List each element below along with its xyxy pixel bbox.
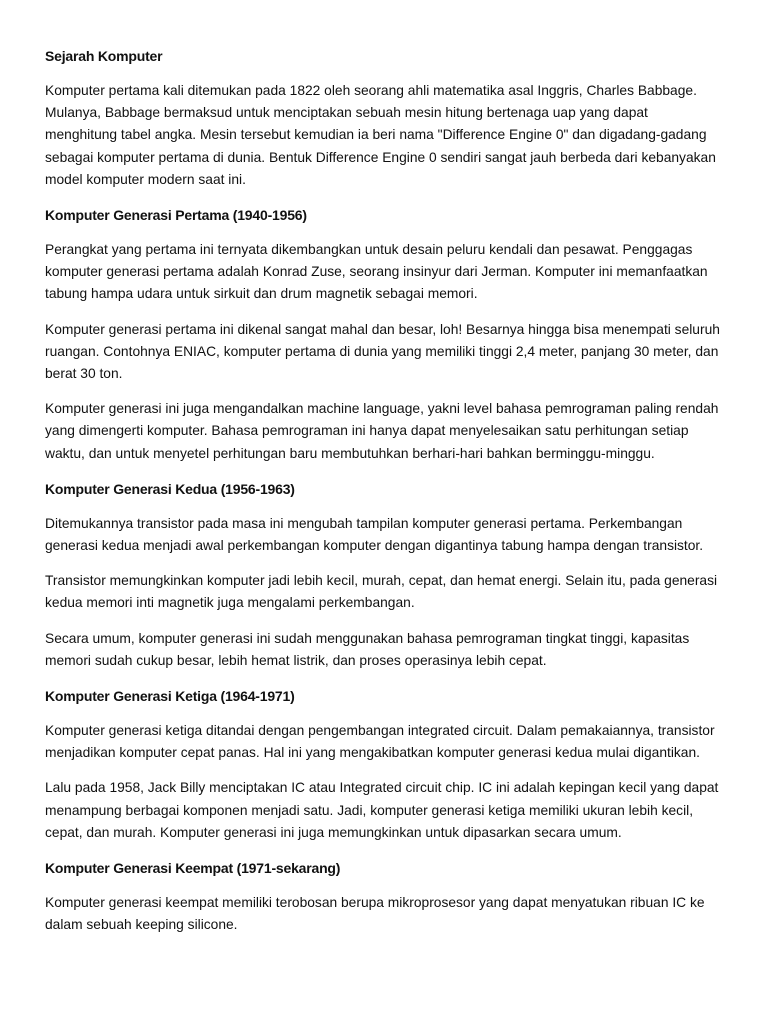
paragraph: Komputer generasi ketiga ditandai dengan pengembangan integrated circuit. Dalam pemakaiannya, transistor menjadikan komputer cepat panas. Hal ini yang mengakibatkan komputer generasi kedua mulai digantikan.	[45, 723, 715, 761]
paragraph: Ditemukannya transistor pada masa ini mengubah tampilan komputer generasi pertama. Perkembangan generasi kedua menjadi awal perkembangan komputer dengan digantinya tabung hampa dengan transistor.	[45, 515, 704, 554]
section-heading: Komputer Generasi Kedua (1956-1963)	[45, 480, 295, 497]
intro-paragraph: Komputer pertama kali ditemukan pada 1822 oleh seorang ahli matematika asal Inggris, Charles Babbage. Mulanya, Babbage bermaksud untuk menciptakan sebuah mesin hitung bertenaga uap yang dapat menghitung tabel angka. Mesin tersebut kemudian ia beri nama "Difference Engine 0" dan digadang-gadang sebagai komputer pertama di dunia. Bentuk Difference Engine 0 sendiri sangat jauh berbeda dari kebanyakan model komputer modern saat ini.	[45, 83, 716, 187]
paragraph: Transistor memungkinkan komputer jadi lebih kecil, murah, cepat, dan hemat energi. Selain itu, pada generasi kedua memori inti magnetik juga mengalami perkembangan.	[45, 573, 718, 611]
paragraph: Komputer generasi ini juga mengandalkan machine language, yakni level bahasa pemrograman paling rendah yang dimengerti komputer. Bahasa pemrograman ini hanya dapat menyelesaikan satu perhitungan setiap waktu, dan untuk menyetel perhitungan baru membutuhkan berhari-hari bahkan berminggu-minggu.	[45, 401, 719, 461]
paragraph: Komputer generasi keempat memiliki terobosan berupa mikroprosesor yang dapat menyatukan ribuan IC ke dalam sebuah keeping silicone.	[45, 895, 705, 933]
paragraph: Perangkat yang pertama ini ternyata dikembangkan untuk desain peluru kendali dan pesawat. Penggagas komputer generasi pertama adalah Konrad Zuse, seorang insinyur dari Jerman. Komputer ini memanfaatkan tabung hampa udara untuk sirkuit dan drum magnetik sebagai memori.	[45, 242, 708, 302]
section-heading: Komputer Generasi Ketiga (1964-1971)	[45, 688, 295, 705]
paragraph: Komputer generasi pertama ini dikenal sangat mahal dan besar, loh! Besarnya hingga bisa menempati seluruh ruangan. Contohnya ENIAC, komputer pertama di dunia yang memiliki tinggi 2,4 meter, panjang 30 meter, dan berat 30 ton.	[45, 321, 720, 382]
paragraph: Lalu pada 1958, Jack Billy menciptakan IC atau Integrated circuit chip. IC ini adalah kepingan kecil yang dapat menampung berbagai komponen menjadi satu. Jadi, komputer generasi ketiga memiliki ukuran lebih kecil, cepat, dan murah. Komputer generasi ini juga memungkinkan untuk dipasarkan secara umum.	[45, 780, 719, 840]
section-generasi-ketiga	[45, 685, 722, 844]
section-generasi-pertama	[45, 204, 722, 465]
section-heading: Komputer Generasi Pertama (1940-1956)	[45, 207, 307, 224]
paragraph: Secara umum, komputer generasi ini sudah menggunakan bahasa pemrograman tingkat tinggi, kapasitas memori sudah cukup besar, lebih hemat listrik, dan proses operasinya lebih cepat.	[45, 630, 690, 668]
section-heading: Komputer Generasi Keempat (1971-sekarang)	[45, 860, 341, 877]
section-generasi-keempat	[45, 857, 722, 936]
section-generasi-kedua	[45, 478, 722, 672]
document-title: Sejarah Komputer	[45, 48, 163, 64]
